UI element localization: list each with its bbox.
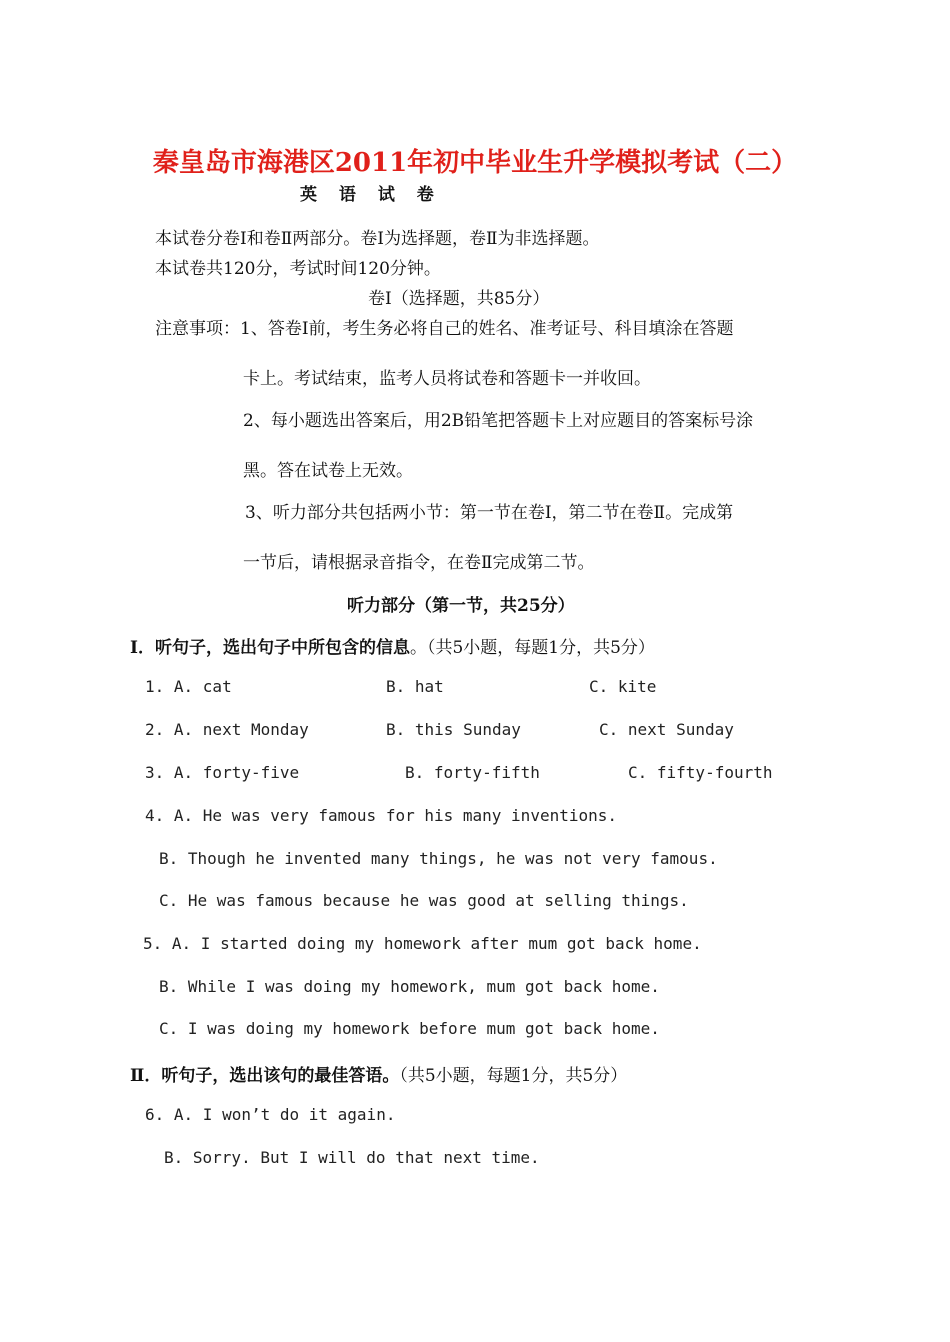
q1-option-a: 1. A. cat bbox=[145, 677, 232, 696]
note-2-line-2: 黑。答在试卷上无效。 bbox=[243, 461, 413, 481]
q2-option-b: B. this Sunday bbox=[386, 720, 521, 739]
part1-heading-row bbox=[130, 633, 655, 658]
q3-option-c: C. fifty-fourth bbox=[628, 763, 773, 782]
part1-heading: Ⅰ．听句子，选出句子中所包含的信息 bbox=[130, 638, 410, 658]
note-1-line-1: 注意事项：1、答卷Ⅰ前，考生务必将自己的姓名、准考证号、科目填涂在答题 bbox=[155, 319, 734, 339]
q4-option-a: 4. A. He was very famous for his many inventions. bbox=[145, 806, 618, 825]
note-3-line-1: 3、听力部分共包括两小节：第一节在卷Ⅰ，第二节在卷Ⅱ。完成第 bbox=[245, 503, 734, 523]
q3-option-a: 3. A. forty-five bbox=[145, 763, 300, 782]
listening-section-title: 听力部分（第一节，共25分） bbox=[347, 596, 575, 616]
page-title: 秦皇岛市海港区2011年初中毕业生升学模拟考试（二） bbox=[152, 148, 798, 178]
paper1-title: 卷Ⅰ（选择题，共85分） bbox=[368, 289, 550, 309]
page-subtitle: 英 语 试 卷 bbox=[300, 185, 434, 205]
q2-option-c: C. next Sunday bbox=[599, 720, 734, 739]
q4-option-c: C. He was famous because he was good at selling things. bbox=[159, 891, 689, 910]
part2-heading-tail: （共5小题，每题1分，共5分） bbox=[399, 1066, 628, 1086]
part2-heading-row bbox=[130, 1061, 627, 1086]
q5-option-c: C. I was doing my homework before mum got back home. bbox=[159, 1019, 660, 1038]
part1-heading-tail: 。（共5小题，每题1分，共5分） bbox=[409, 638, 655, 658]
q6-option-a: 6. A. I won’t do it again. bbox=[145, 1105, 396, 1124]
intro-line-2: 本试卷共120分，考试时间120分钟。 bbox=[155, 259, 441, 279]
q2-option-a: 2. A. next Monday bbox=[145, 720, 309, 739]
note-2-line-1: 2、每小题选出答案后，用2B铅笔把答题卡上对应题目的答案标号涂 bbox=[243, 411, 754, 431]
q1-option-b: B. hat bbox=[386, 677, 444, 696]
q5-option-b: B. While I was doing my homework, mum got back home. bbox=[159, 977, 660, 996]
part2-heading: Ⅱ．听句子，选出该句的最佳答语。 bbox=[130, 1066, 400, 1086]
note-3-line-2: 一节后，请根据录音指令，在卷Ⅱ完成第二节。 bbox=[243, 553, 595, 573]
q1-option-c: C. kite bbox=[589, 677, 657, 696]
note-1-line-2: 卡上。考试结束，监考人员将试卷和答题卡一并收回。 bbox=[243, 369, 651, 389]
q5-option-a: 5. A. I started doing my homework after mum got back home. bbox=[143, 934, 702, 953]
intro-line-1: 本试卷分卷Ⅰ和卷Ⅱ两部分。卷Ⅰ为选择题，卷Ⅱ为非选择题。 bbox=[155, 229, 600, 249]
q3-option-b: B. forty-fifth bbox=[405, 763, 540, 782]
q4-option-b: B. Though he invented many things, he was not very famous. bbox=[159, 849, 718, 868]
q6-option-b: B. Sorry. But I will do that next time. bbox=[164, 1148, 540, 1167]
